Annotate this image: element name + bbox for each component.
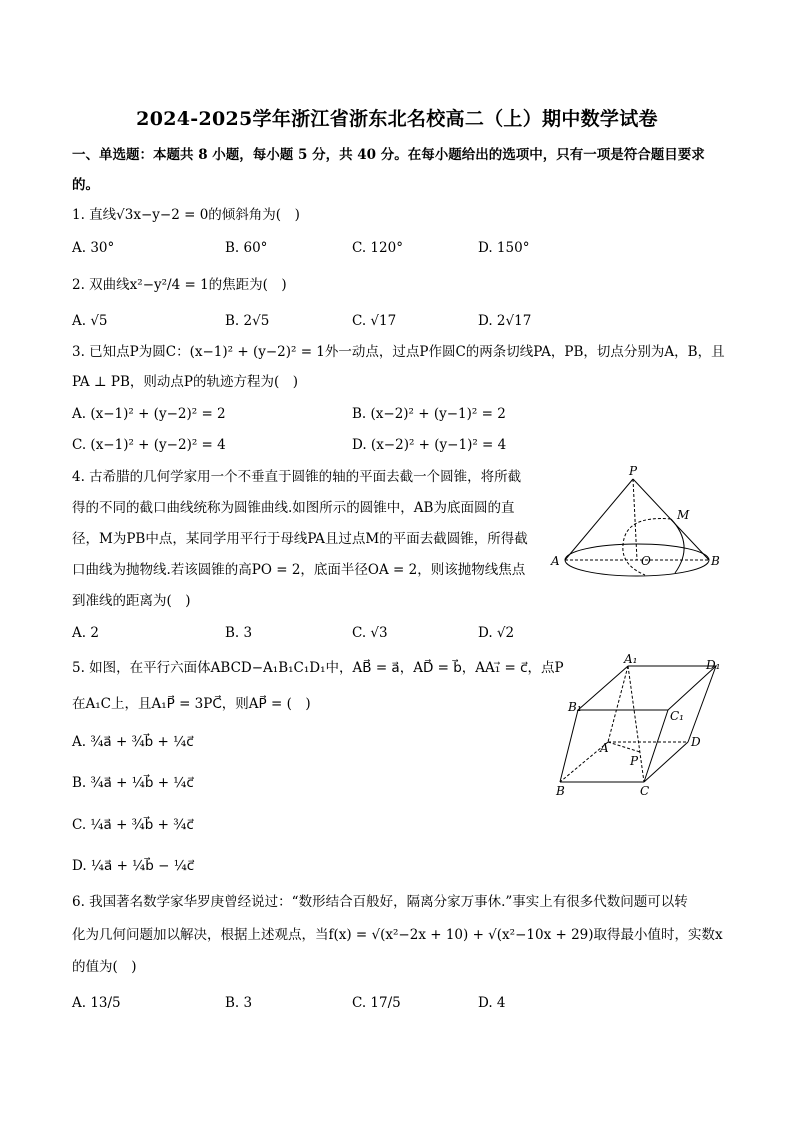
question-4-option-d: D. √2 xyxy=(478,625,515,641)
question-2-option-c: C. √17 xyxy=(352,313,397,329)
box-label-c1: C₁ xyxy=(670,709,684,723)
cone-height-po xyxy=(633,479,637,560)
question-6-option-c: C. 17/5 xyxy=(352,995,401,1011)
box-label-a: A xyxy=(600,741,609,755)
question-4-line-2: 得的不同的截口曲线统称为圆锥曲线.如图所示的圆锥中，AB为底面圆的直 xyxy=(72,500,515,516)
edge-b1b xyxy=(560,710,578,782)
question-4-line-3: 径，M为PB中点，某同学用平行于母线PA且过点M的平面去截圆锥，所得截 xyxy=(72,531,528,547)
question-6-option-a: A. 13/5 xyxy=(72,995,121,1011)
question-3-option-b: B. (x−2)² + (y−1)² = 2 xyxy=(352,406,506,422)
question-4-line-5: 到准线的距离为( ) xyxy=(72,593,191,609)
page-title: 2024-2025学年浙江省浙东北名校高二（上）期中数学试卷 xyxy=(136,108,658,130)
question-4-line-4: 口曲线为抛物线.若该圆锥的高PO = 2，底面半径OA = 2，则该抛物线焦点 xyxy=(72,562,526,578)
question-6-line-2: 化为几何问题加以解决，根据上述观点，当f(x) = √(x²−2x + 10) + √(x²−10x + 29)取得最小值时，实数x xyxy=(72,927,723,943)
question-6-line-3: 的值为( ) xyxy=(72,959,137,975)
section-heading-line-1: 一、单选题：本题共 8 小题，每小题 5 分，共 40 分。在每小题给出的选项中，只有一项是符合题目要求 xyxy=(72,147,705,163)
question-6-option-b: B. 3 xyxy=(225,995,253,1011)
cone-label-o: O xyxy=(641,554,651,568)
top-face xyxy=(578,666,716,710)
question-3-line-2: PA ⊥ PB，则动点P的轨迹方程为( ) xyxy=(72,374,298,390)
cone-label-a: A xyxy=(551,554,560,568)
question-1-option-b: B. 60° xyxy=(225,240,268,256)
question-1-option-a: A. 30° xyxy=(72,240,115,256)
question-3-option-c: C. (x−1)² + (y−2)² = 4 xyxy=(72,437,226,453)
box-label-p: P xyxy=(630,754,639,768)
cone-label-p: P xyxy=(629,465,638,478)
edge-a1a-hidden xyxy=(608,666,628,742)
box-label-d1: D₁ xyxy=(706,658,721,672)
question-4-option-b: B. 3 xyxy=(225,625,253,641)
question-3-line-1: 3. 已知点P为圆C：(x−1)² + (y−2)² = 1外一动点，过点P作圆C的两条切线PA，PB，切点分别为A，B，且 xyxy=(72,344,725,360)
box-label-d: D xyxy=(691,735,701,749)
question-5-line-2: 在A₁C上，且A₁P⃗ = 3PC⃗，则AP⃗ = ( ) xyxy=(72,696,311,712)
question-4-option-c: C. √3 xyxy=(352,625,388,641)
box-label-b: B xyxy=(556,784,565,798)
question-6-option-d: D. 4 xyxy=(478,995,506,1011)
box-label-b1: B₁ xyxy=(568,700,582,714)
question-5-option-b: B. ¾a⃗ + ¼b⃗ + ¼c⃗ xyxy=(72,775,194,791)
question-4-option-a: A. 2 xyxy=(72,625,99,641)
question-5-option-a: A. ¾a⃗ + ¾b⃗ + ¼c⃗ xyxy=(72,734,194,750)
question-2-option-b: B. 2√5 xyxy=(225,313,270,329)
cone-generatrix-pa xyxy=(565,479,633,560)
question-1-stem: 1. 直线√3x−y−2 = 0的倾斜角为( ) xyxy=(72,207,300,223)
question-3-option-a: A. (x−1)² + (y−2)² = 2 xyxy=(72,406,226,422)
cone-label-b: B xyxy=(711,554,720,568)
question-1-option-c: C. 120° xyxy=(352,240,403,256)
box-label-c: C xyxy=(640,784,650,798)
question-5-option-d: D. ¼a⃗ + ¼b⃗ − ¼c⃗ xyxy=(72,858,195,874)
box-label-a1: A₁ xyxy=(624,652,638,666)
question-6-line-1: 6. 我国著名数学家华罗庚曾经说过：“数形结合百般好，隔离分家万事休.”事实上有很多代数问题可以转 xyxy=(72,894,688,910)
question-2-stem: 2. 双曲线x²−y²/4 = 1的焦距为( ) xyxy=(72,277,287,293)
edge-d1d xyxy=(688,666,716,742)
cone-label-m: M xyxy=(677,508,690,522)
parallelepiped-figure xyxy=(548,652,733,800)
question-1-option-d: D. 150° xyxy=(478,240,530,256)
question-2-option-d: D. 2√17 xyxy=(478,313,532,329)
question-2-option-a: A. √5 xyxy=(72,313,108,329)
segment-ap xyxy=(608,742,640,752)
question-5-line-1: 5. 如图，在平行六面体ABCD−A₁B₁C₁D₁中，AB⃗ = a⃗，AD⃗ = b⃗，AA₁⃗ = c⃗，点P xyxy=(72,660,564,676)
question-4-line-1: 4. 古希腊的几何学家用一个不垂直于圆锥的轴的平面去截一个圆锥，将所截 xyxy=(72,469,522,485)
question-3-option-d: D. (x−2)² + (y−1)² = 4 xyxy=(352,437,507,453)
cone-figure xyxy=(545,465,730,590)
section-heading-line-2: 的。 xyxy=(72,177,99,193)
question-5-option-c: C. ¼a⃗ + ¾b⃗ + ¾c⃗ xyxy=(72,817,194,833)
